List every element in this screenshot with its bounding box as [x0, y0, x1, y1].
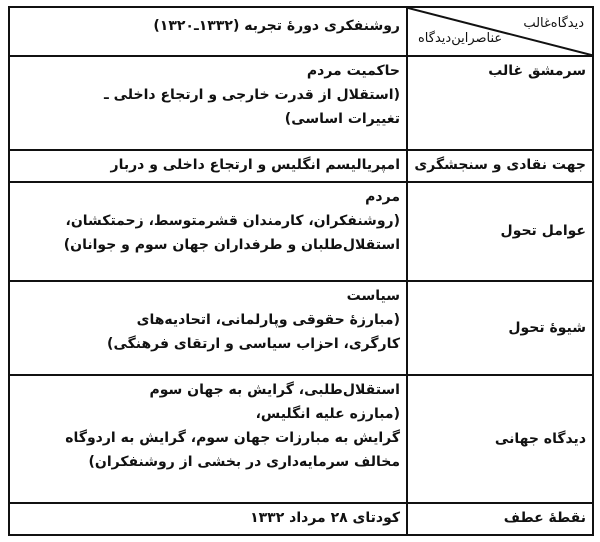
content-line: (روشنفکران، کارمندان قشرمتوسط، زحمتکشان،	[65, 213, 400, 230]
row-label: شیوهٔ تحول	[407, 281, 593, 375]
table-row	[9, 150, 593, 182]
content-line: استقلال‌طلبان و طرفداران جهان سوم و جوانان)	[63, 237, 400, 254]
content-line: (مبارزه علیه انگلیس،	[255, 405, 400, 422]
table-row	[9, 281, 593, 375]
row-content	[9, 375, 407, 503]
row-content	[9, 503, 407, 535]
row-content	[9, 182, 407, 280]
column-title: روشنفکری دورهٔ تجربه (۱۳۳۲ـ۱۳۲۰)	[9, 7, 407, 56]
split-header-cell	[407, 7, 593, 56]
split-header-bottom-label: عناصراین‌دیدگاه	[418, 31, 503, 47]
content-line: مردم	[365, 189, 400, 206]
row-label: جهت نقادی و سنجشگری	[407, 150, 593, 182]
row-label: سرمشق غالب	[407, 56, 593, 150]
content-line: (استقلال از قدرت خارجی و ارتجاع داخلی ـ	[103, 87, 400, 104]
content-line: کودتای ۲۸ مرداد ۱۳۳۲	[250, 509, 400, 526]
table-row	[9, 503, 593, 535]
content-line: استقلال‌طلبی، گرایش به جهان سوم	[149, 381, 400, 398]
content-line: تغییرات اساسی)	[284, 111, 400, 128]
split-header-top-label: دیدگاه‌غالب	[523, 16, 584, 31]
content-line: (مبارزهٔ حقوقی وپارلمانی، اتحادیه‌های	[136, 311, 400, 328]
content-line: امپریالیسم انگلیس و ارتجاع داخلی و دربار	[110, 157, 400, 174]
row-content	[9, 56, 407, 150]
table-row	[9, 56, 593, 150]
content-line: سیاست	[346, 287, 400, 304]
content-line: گرایش به مبارزات جهان سوم، گرایش به اردوگاه	[65, 429, 400, 446]
table-row	[9, 375, 593, 503]
table-row	[9, 182, 593, 280]
content-line: مخالف سرمایه‌داری در بخشی از روشنفکران)	[88, 453, 400, 470]
row-content	[9, 150, 407, 182]
comparison-table	[8, 6, 594, 536]
row-content	[9, 281, 407, 375]
table-header-row	[9, 7, 593, 56]
row-label: نقطهٔ عطف	[407, 503, 593, 535]
row-label: عوامل تحول	[407, 182, 593, 280]
row-label: دیدگاه جهانی	[407, 375, 593, 503]
content-line: کارگری، احزاب سیاسی و ارتقای فرهنگی)	[107, 335, 400, 352]
content-line: حاکمیت مردم	[306, 63, 400, 80]
